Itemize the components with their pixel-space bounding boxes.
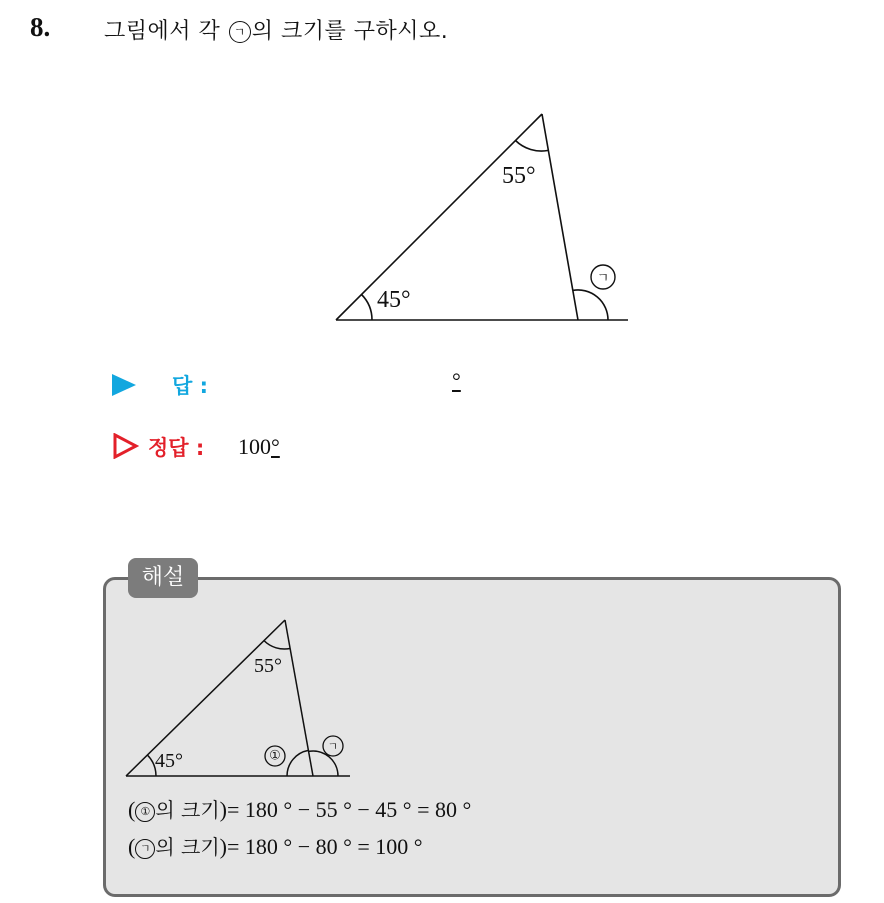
- solution-triangle-right-side: [285, 620, 313, 776]
- solution-angle-marker-interior: ①: [269, 748, 281, 764]
- solution-angle-arc-55: [264, 641, 290, 649]
- solution-angle-arc-interior: [287, 750, 308, 776]
- angle-label-45: 45°: [377, 287, 411, 313]
- answer-label: 답 :: [172, 374, 208, 398]
- solution-line-2-expr: )= 180 ° − 80 ° = 100 °: [219, 834, 423, 859]
- angle-arc-exterior: [573, 290, 608, 320]
- solution-triangle-left-side: [126, 620, 285, 776]
- angle-label-55: 55°: [502, 163, 536, 189]
- solution-line-2-text: 의 크기: [155, 835, 220, 859]
- solution-angle-label-55: 55°: [254, 655, 282, 677]
- solution-line-2-marker: ㄱ: [135, 839, 155, 859]
- solution-triangle-figure: [0, 600, 400, 790]
- triangle-left-side: [336, 114, 542, 320]
- solution-line-1-text: 의 크기: [155, 798, 220, 822]
- solution-tab: 해설: [128, 558, 198, 598]
- solution-angle-marker-exterior: ㄱ: [327, 740, 339, 753]
- correct-answer: [238, 434, 280, 460]
- question-text-after: 의 크기를 구하시오.: [251, 19, 449, 44]
- question-number: 8.: [30, 12, 51, 42]
- correct-label: 정답 :: [148, 436, 205, 460]
- solution-angle-label-45: 45°: [155, 750, 183, 772]
- angle-marker-circle: ㄱ: [229, 21, 251, 43]
- angle-marker-exterior: ㄱ: [596, 271, 610, 286]
- solution-line-1: [128, 794, 471, 823]
- question-text-before: 그림에서 각: [104, 19, 228, 44]
- correct-value: 100: [238, 434, 271, 459]
- solution-line-2-open: (: [128, 834, 136, 859]
- solution-line-2: [128, 831, 423, 860]
- solution-line-1-expr: )= 180 ° − 55 ° − 45 ° = 80 °: [219, 797, 472, 822]
- correct-play-outline-icon: [113, 433, 139, 459]
- correct-unit: °: [271, 434, 280, 459]
- solution-line-1-open: (: [128, 797, 136, 822]
- solution-line-1-marker: ①: [135, 802, 155, 822]
- triangle-figure: [0, 0, 884, 360]
- angle-arc-55: [516, 141, 549, 152]
- triangle-right-side: [542, 114, 578, 320]
- answer-play-icon: [112, 374, 136, 396]
- angle-arc-45: [362, 295, 373, 321]
- answer-unit: °: [452, 368, 461, 393]
